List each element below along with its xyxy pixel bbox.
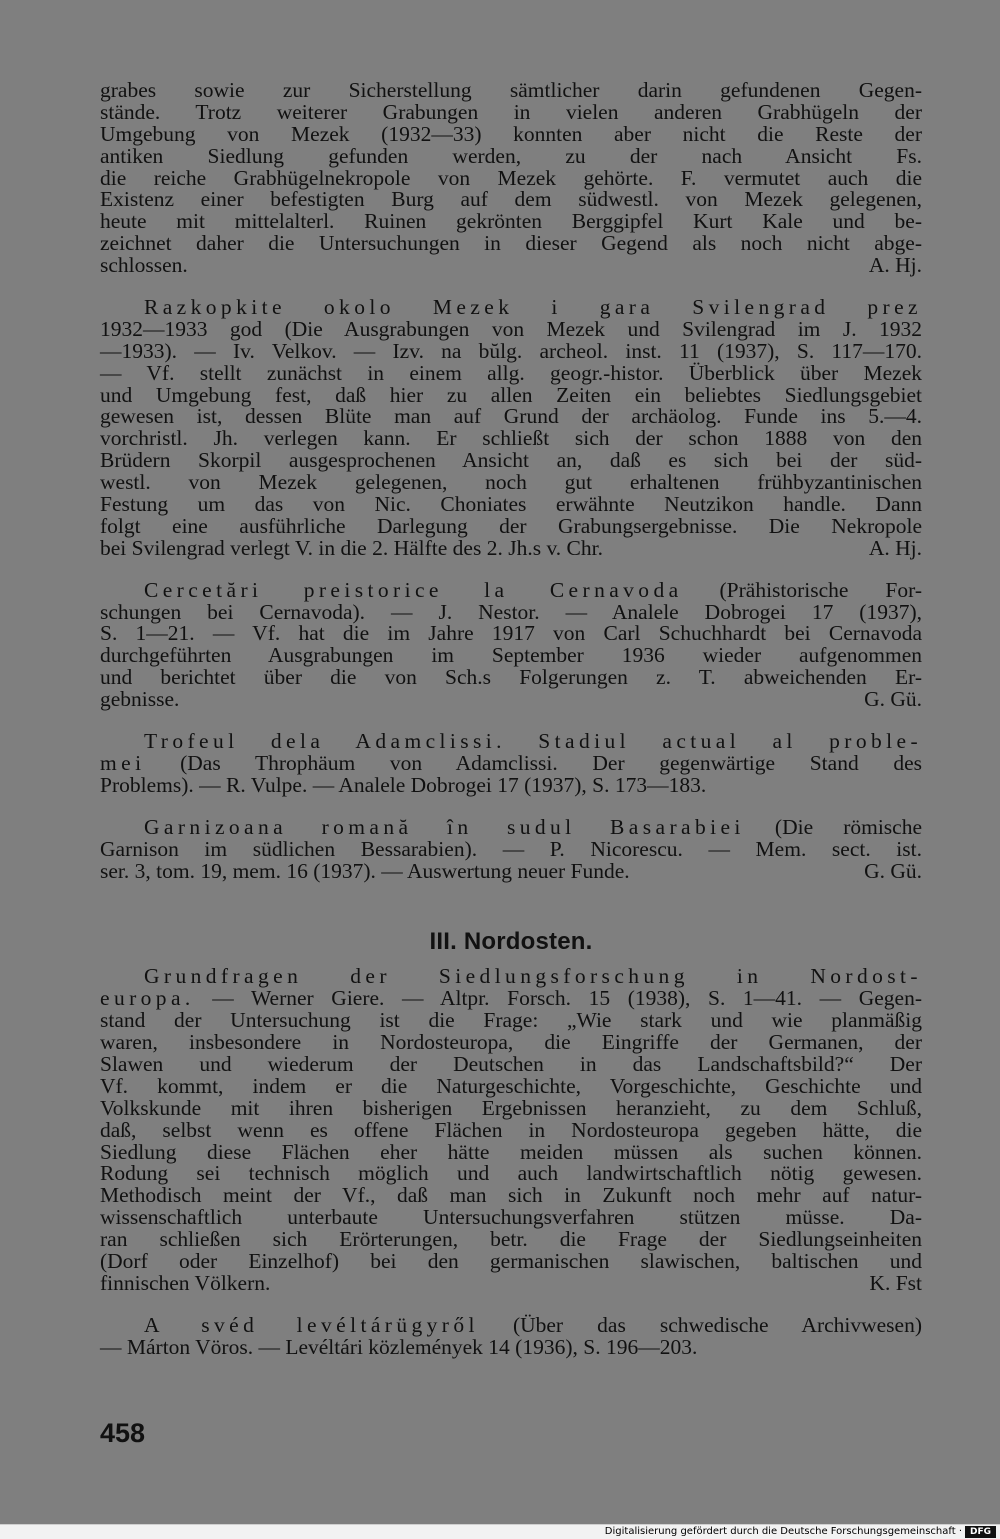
text-line-last <box>100 689 922 711</box>
text-line: Volkskunde mit ihren bisherigen Ergebnissen heranzieht, zu dem Schluß, <box>100 1095 922 1120</box>
entry-title: Grundfragen der Siedlungsforschung in Nordost- <box>144 964 922 989</box>
reviewer-signature: K. Fst <box>869 1270 922 1295</box>
entry-title-line <box>100 814 923 839</box>
entry-title-translation: (Die römische <box>774 814 923 839</box>
section-heading: III. Nordosten. <box>429 928 593 956</box>
text-line: schungen bei Cernavoda). — J. Nestor. — Analele Dobrogei 17 (1937), <box>100 599 922 624</box>
text-line: daß, selbst wenn es offene Flächen in Nordosteuropa gegeben hätte, die <box>100 1117 922 1142</box>
text-line: Vf. kommt, indem er die Naturgeschichte, Vorgeschichte, Geschichte und <box>100 1073 922 1098</box>
text-line: Slawen und wiederum der Deutschen in das Landschaftsbild?“ Der <box>100 1051 922 1076</box>
bibliography-entry <box>100 297 922 560</box>
text-line: ran schließen sich Erörterungen, betr. die Frage der Siedlungseinheiten <box>100 1227 922 1252</box>
bibliography-entry <box>100 577 922 712</box>
text-line-last: Problems). — R. Vulpe. — Analele Dobrogei 17 (1937), S. 173—183. <box>100 772 707 797</box>
text-fragment: finnischen Völkern. <box>100 1270 271 1295</box>
reviewer-signature: G. Gü. <box>864 858 922 883</box>
text-line: stände. Trotz weiterer Grabungen in vielen anderen Grabhügeln der <box>100 99 922 124</box>
text-line: waren, insbesondere in Nordosteuropa, die Eingriffe der Germanen, der <box>100 1030 922 1055</box>
text-line: Umgebung von Mezek (1932—33) konnten aber nicht die Reste der <box>100 121 922 146</box>
text-line: wissenschaftlich unterbaute Untersuchungsverfahren stützen müsse. Da- <box>100 1205 922 1230</box>
text-line: folgt eine ausführliche Darlegung der Grabungsergebnisse. Die Nekropole <box>100 513 922 538</box>
footer-bar <box>0 1524 1000 1539</box>
text-line-last <box>100 535 922 560</box>
text-line-last <box>100 255 922 277</box>
text-line: Festung um das von Nic. Choniates erwähnte Neutzikon handle. Dann <box>100 492 922 517</box>
text-fragment: gebnisse. <box>100 687 180 712</box>
text-line: gewesen ist, dessen Blüte man auf Grund der archäolog. Funde ins 5.—4. <box>100 404 922 429</box>
bibliography-entry <box>100 814 923 883</box>
entry-title: A svéd levéltárügyről <box>144 1312 479 1337</box>
text-line: stand der Untersuchung ist die Frage: „Wie stark und wie planmäßig <box>100 1008 922 1033</box>
entry-title-cont: mei <box>100 750 146 775</box>
text-line: (Dorf oder Einzelhof) bei den germanischen slawischen, baltischen und <box>100 1248 922 1273</box>
bibliography-entry <box>100 731 922 797</box>
entry-title-translation: (Das Throphäum von Adamclissi. Der gegenwärtige Stand des <box>180 750 922 775</box>
text-line: heute mit mittelalterl. Ruinen gekrönten Berggipfel Kurt Kale und be- <box>100 209 922 234</box>
footer-credit: Digitalisierung gefördert durch die Deutsche Forschungsgemeinschaft · <box>604 1526 962 1537</box>
text-line-last: — Márton Vöros. — Levéltári közlemények 14 (1936), S. 196—203. <box>100 1334 698 1359</box>
entry-title-translation: (Prähistorische For- <box>719 577 922 602</box>
text-line: antiken Siedlung gefunden werden, zu der nach Ansicht Fs. <box>100 143 922 168</box>
text-line: die reiche Grabhügelnekropole von Mezek gehörte. F. vermutet auch die <box>100 165 922 190</box>
text-line: 1932—1933 god (Die Ausgrabungen von Mezek und Svilengrad im J. 1932 <box>100 316 922 341</box>
page-number: 458 <box>100 1418 146 1448</box>
text-line: durchgeführten Ausgrabungen im September 1936 wieder aufgenommen <box>100 643 922 668</box>
text-line: —1933). — Iv. Velkov. — Izv. na bŭlg. archeol. inst. 11 (1937), S. 117—170. <box>100 338 922 363</box>
bibliography-entry <box>100 80 922 277</box>
entry-title: Razkopkite okolo Mezek i gara Svilengrad prez <box>144 295 922 320</box>
entry-title-line <box>100 750 922 775</box>
text-line: Rodung sei technisch möglich und auch landwirtschaftlich nötig gewesen. <box>100 1161 922 1186</box>
text-line-last <box>100 1270 922 1295</box>
entry-title-line <box>100 988 922 1010</box>
reviewer-signature: A. Hj. <box>868 535 922 560</box>
text-line: vorchristl. Jh. verlegen kann. Er schließt sich der schon 1888 von den <box>100 426 922 451</box>
text-line: Methodisch meint der Vf., daß man sich in Zukunft noch mehr auf natur- <box>100 1183 922 1208</box>
reviewer-signature: A. Hj. <box>868 253 922 278</box>
entry-title: Trofeul dela Adamclissi. Stadiul actual al proble- <box>144 729 922 754</box>
reviewer-signature: G. Gü. <box>864 687 922 712</box>
text-fragment: schlossen. <box>100 253 188 278</box>
text-line: und Umgebung fest, daß hier zu allen Zeiten ein beliebtes Siedlungsgebiet <box>100 382 922 407</box>
text-line: zeichnet daher die Untersuchungen in dieser Gegend als noch nicht abge- <box>100 231 922 256</box>
bibliography-entry <box>100 1312 923 1359</box>
text-line-last <box>100 858 922 883</box>
dfg-logo: DFG <box>965 1526 996 1538</box>
entry-title-line <box>100 1312 923 1337</box>
text-line: Existenz einer befestigten Burg auf dem südwestl. von Mezek gelegenen, <box>100 187 922 212</box>
entry-title: Cercetări preistorice la Cernavoda <box>144 577 683 602</box>
text-line: Garnison im südlichen Bessarabien). — P. Nicorescu. — Mem. sect. ist. <box>100 836 922 861</box>
entry-title-translation: (Über das schwedische Archivwesen) <box>512 1312 923 1337</box>
entry-title: Garnizoana romană în sudul Basarabiei <box>144 814 745 839</box>
text-fragment: bei Svilengrad verlegt V. in die 2. Hälfte des 2. Jh.s v. Chr. <box>100 535 603 560</box>
entry-title-line <box>100 577 922 602</box>
page-body <box>100 80 922 1379</box>
text-line: S. 1—21. — Vf. hat die im Jahre 1917 von Carl Schuchhardt bei Cernavoda <box>100 621 922 646</box>
text-line: — Vf. stellt zunächst in einem allg. geogr.-histor. Überblick über Mezek <box>100 360 922 385</box>
entry-citation: — Werner Giere. — Altpr. Forsch. 15 (1938), S. 1—41. — Gegen- <box>212 986 923 1011</box>
text-line: westl. von Mezek gelegenen, noch gut erhaltenen frühbyzantinischen <box>100 470 922 495</box>
bibliography-entry <box>100 966 922 1294</box>
text-fragment: ser. 3, tom. 19, mem. 16 (1937). — Auswertung neuer Funde. <box>100 858 630 883</box>
text-line: Brüdern Skorpil ausgesprochenen Ansicht an, daß es sich bei der süd- <box>100 448 922 473</box>
text-line: und berichtet über die von Sch.s Folgerungen z. T. abweichenden Er- <box>100 665 922 690</box>
entry-title-cont: europa. <box>100 986 195 1011</box>
text-line: Siedlung diese Flächen eher hätte meiden müssen als suchen können. <box>100 1139 922 1164</box>
text-line: grabes sowie zur Sicherstellung sämtlicher darin gefundenen Gegen- <box>100 78 922 102</box>
